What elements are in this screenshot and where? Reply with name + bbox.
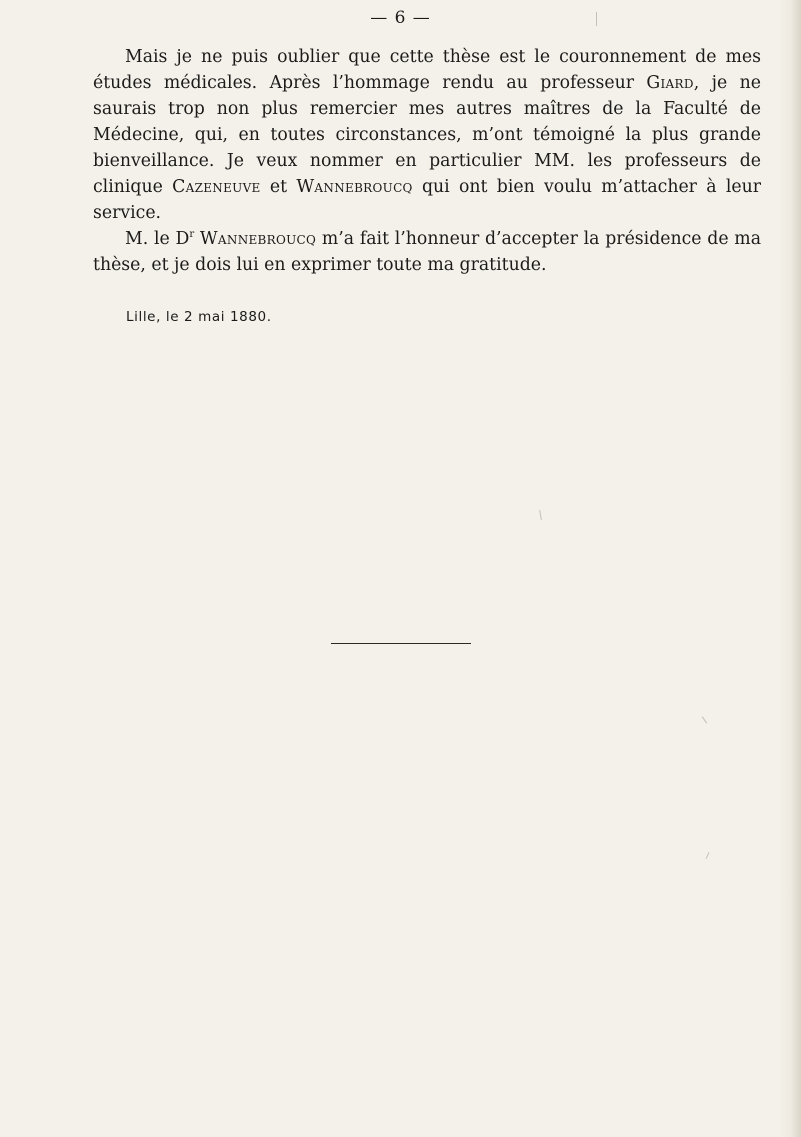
paragraph2-text-1: M. le D — [125, 229, 190, 249]
doctor-superscript: r — [189, 229, 195, 241]
paper-speck — [706, 852, 710, 859]
horizontal-rule — [331, 643, 471, 644]
paragraph1-text-3: et — [260, 177, 297, 197]
paper-speck — [702, 716, 707, 723]
paragraph2-text-2: m’a fait l’honneur d’accepter la présidence de ma thèse, et je dois lui en exprimer toute ma gratitude. — [93, 229, 761, 275]
paragraph-president — [93, 226, 761, 278]
name-wannebroucq: Wannebroucq — [296, 177, 413, 197]
paragraph1-text-4: qui ont bien voulu m’attacher à leur service. — [93, 177, 761, 223]
name-wannebroucq-president: Wannebroucq — [199, 229, 317, 249]
body-text — [93, 44, 761, 278]
name-giard: Giard — [646, 73, 694, 93]
paragraph-acknowledgements — [93, 44, 761, 226]
paper-speck — [539, 510, 542, 520]
paragraph1-text-2: , je ne saurais trop non plus remercier mes autres maîtres de la Faculté de Médecine, qui, en toutes circonstances, m’ont témoigné la plus grande bienveillance. Je veux nommer en particulier MM. les professeurs de clinique — [93, 73, 761, 197]
name-cazeneuve: Cazeneuve — [172, 177, 261, 197]
paper-speck — [596, 12, 597, 26]
place-date-line: Lille, le 2 mai 1880. — [126, 309, 272, 325]
page-number: — 6 — — [370, 8, 431, 28]
paragraph1-text-1: Mais je ne puis oublier que cette thèse est le couronnement de mes études médicales. Après l’hommage rendu au professeur — [93, 47, 761, 93]
